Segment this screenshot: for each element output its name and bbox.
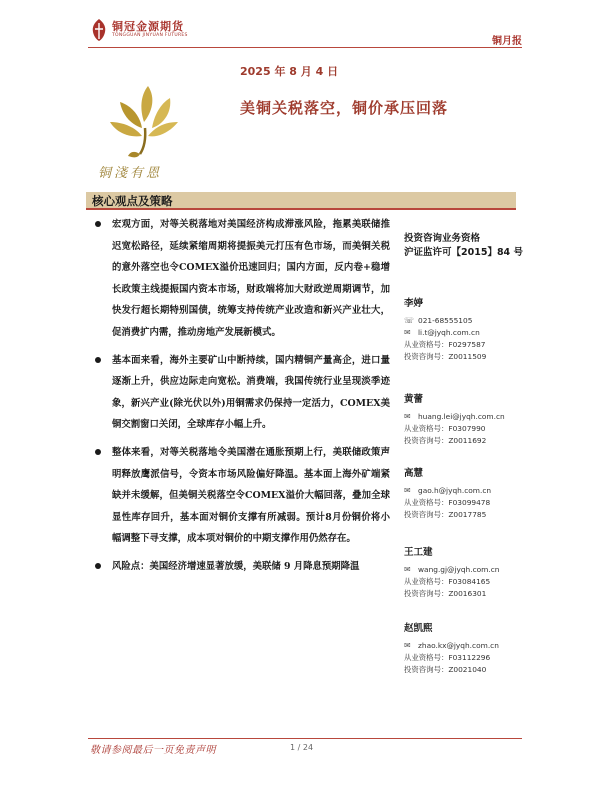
qualification-line-2: 沪证监许可【2015】84 号 (404, 247, 523, 258)
analyst-card (404, 295, 534, 363)
list-item (90, 350, 390, 436)
bullet-icon (95, 449, 101, 455)
email-icon: ✉ (404, 641, 411, 650)
analyst-card (404, 391, 534, 447)
logo-mark-icon (88, 17, 110, 43)
analyst-email[interactable]: li.t@jyqh.com.cn (418, 328, 480, 337)
section-title: 核心观点及策略 (92, 194, 173, 208)
analyst-phone: 021-68555105 (418, 316, 473, 325)
bullet-text: 风险点：美国经济增速显著放缓，美联储 9 月降息预期降温 (112, 560, 360, 572)
qualification-line-1: 投资咨询业务资格 (404, 233, 481, 244)
section-divider (86, 208, 516, 210)
logo-text-cn: 铜冠金源期货 (112, 20, 184, 33)
bullet-text: 宏观方面，对等关税落地对美国经济构成滞涨风险，拖累美联储推迟宽松路径，延续紧缩周期将提振美元打压有色市场，而美铜关税的意外落空也令COMEX溢价迅速回归；国内方面，反内卷+稳增长政策主线提振国内资本市场，财政端将加大财政逆周期调节，加快发行超长期特别国债，统筹支持传统产业改造和新兴产业壮大，促消费扩内需，推动房地产发展新模式。 (112, 219, 390, 338)
report-type-label: 铜月报 (492, 36, 522, 47)
list-item (90, 556, 390, 578)
analyst-name: 黄蕾 (404, 394, 424, 405)
analyst-card (404, 620, 534, 676)
header-divider (88, 47, 522, 48)
analyst-name: 高慧 (404, 468, 424, 479)
footer-divider (88, 738, 522, 739)
analyst-practice-id: 从业资格号：F03112296 (404, 653, 491, 662)
logo-text-en: TONGGUAN JINYUAN FUTURES (112, 33, 188, 38)
email-icon: ✉ (404, 486, 411, 495)
analyst-name: 赵凯熙 (404, 623, 433, 634)
analyst-email[interactable]: zhao.kx@jyqh.com.cn (418, 641, 499, 650)
analyst-name: 王工建 (404, 547, 433, 558)
report-date: 2025 年 8 月 4 日 (240, 65, 339, 78)
analyst-advisory-id: 投资咨询号：Z0011692 (404, 436, 487, 445)
analyst-practice-id: 从业资格号：F03084165 (404, 577, 491, 586)
list-item (90, 442, 390, 550)
email-icon: ✉ (404, 565, 411, 574)
bullet-icon (95, 357, 101, 363)
analyst-advisory-id: 投资咨询号：Z0021040 (404, 665, 487, 674)
analyst-advisory-id: 投资咨询号：Z0016301 (404, 589, 487, 598)
report-title: 美铜关税落空，铜价承压回落 (240, 99, 449, 117)
analyst-advisory-id: 投资咨询号：Z0017785 (404, 510, 487, 519)
analyst-practice-id: 从业资格号：F0307990 (404, 424, 486, 433)
analyst-advisory-id: 投资咨询号：Z0011509 (404, 352, 487, 361)
analyst-name: 李婷 (404, 298, 424, 309)
analyst-email[interactable]: huang.lei@jyqh.com.cn (418, 412, 505, 421)
phone-icon: ☏ (404, 316, 415, 325)
page-number: 1 / 24 (290, 743, 314, 752)
company-logo (88, 17, 198, 45)
analyst-practice-id: 从业资格号：F0297587 (404, 340, 486, 349)
emblem-illustration (90, 78, 200, 188)
qualification-block (404, 232, 524, 260)
footer-disclaimer[interactable]: 敬请参阅最后一页免责声明 (90, 745, 216, 756)
analyst-email[interactable]: wang.gj@jyqh.com.cn (418, 565, 500, 574)
bullet-icon (95, 563, 101, 569)
analyst-card (404, 544, 534, 600)
emblem-caption: 铜淺有恩 (98, 166, 163, 181)
bullet-text: 基本面来看，海外主要矿山中断持续，国内精铜产量高企，进口量逐渐上升，供应边际走向宽松。消费端，我国传统行业呈现淡季迹象，新兴产业(除光伏以外)用铜需求仍保持一定活力，COMEX美铜交割窗口关闭，全球库存小幅上升。 (112, 354, 390, 431)
bullet-icon (95, 221, 101, 227)
email-icon: ✉ (404, 412, 411, 421)
bullet-text: 整体来看，对等关税落地令美国潜在通胀预期上行，美联储政策声明释放鹰派信号，令资本市场风险偏好降温。基本面上海外矿端紧缺并未缓解，但美铜关税落空令COMEX溢价大幅回落，叠加全球显性库存回升，基本面对铜价支撑有所减弱。预计8月份铜价将小幅调整下寻支撑，成本项对铜价的中期支撑作用仍然存在。 (112, 446, 390, 545)
analyst-card (404, 465, 534, 521)
analyst-practice-id: 从业资格号：F03099478 (404, 498, 491, 507)
key-points-list (90, 214, 390, 584)
analyst-email[interactable]: gao.h@jyqh.com.cn (418, 486, 492, 495)
email-icon: ✉ (404, 328, 411, 337)
list-item (90, 214, 390, 344)
